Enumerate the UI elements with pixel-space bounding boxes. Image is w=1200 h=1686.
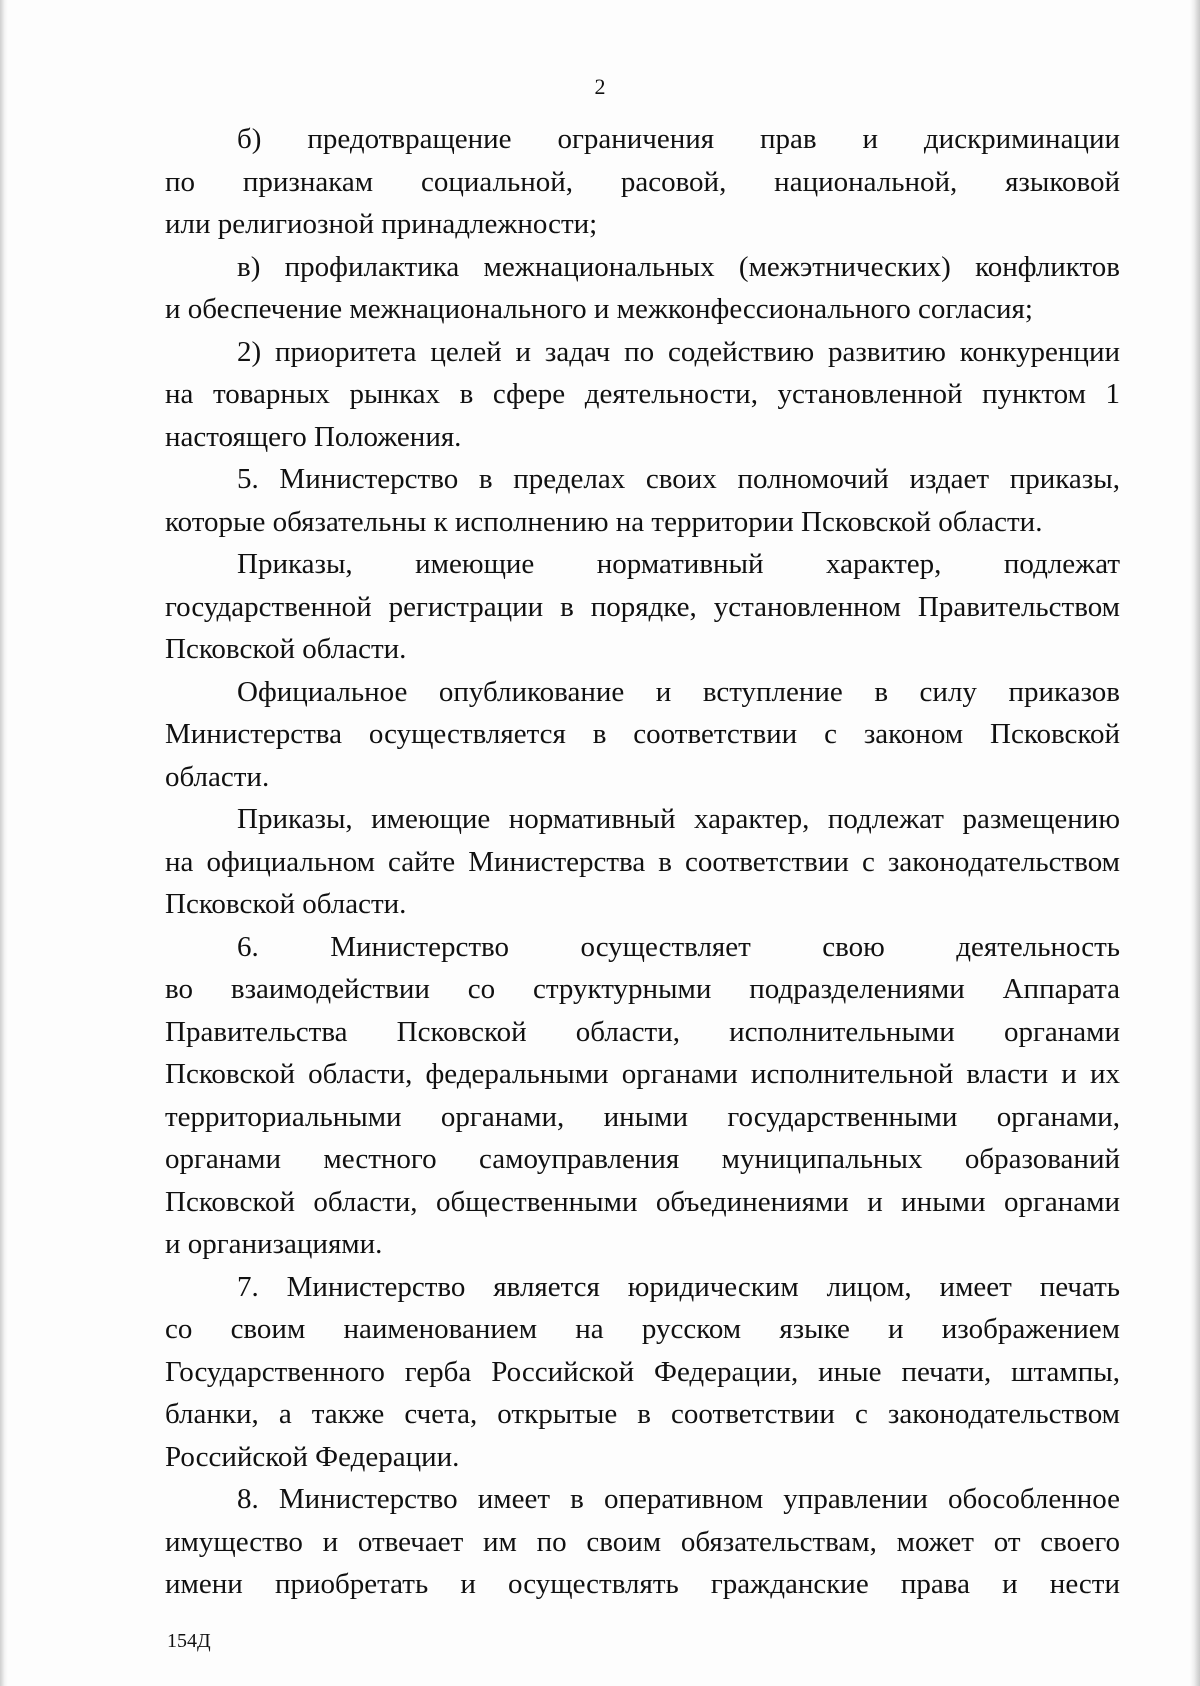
- page-number: 2: [594, 74, 606, 99]
- scan-edge-right: [1190, 0, 1200, 1686]
- text-line: Псковской области.: [165, 633, 407, 665]
- paragraph-v: [165, 246, 1120, 331]
- paragraph-6: [165, 926, 1120, 1266]
- paragraph-7: [165, 1266, 1120, 1479]
- text-line: 5. Министерство в пределах своих полномочий издает приказы,: [237, 463, 1120, 495]
- text-line: Государственного герба Российской Федерации, иные печати, штампы,: [165, 1355, 1120, 1388]
- paragraph-registration: [165, 543, 1120, 671]
- text-line: на товарных рынках в сфере деятельности, установленной пунктом 1: [165, 378, 1120, 410]
- text-line: или религиозной принадлежности;: [165, 208, 598, 240]
- text-line: во взаимодействии со структурными подразделениями Аппарата: [165, 973, 1120, 1005]
- text-line: и обеспечение межнационального и межконфессионального согласия;: [165, 293, 1033, 325]
- text-line: которые обязательны к исполнению на территории Псковской области.: [165, 505, 1043, 538]
- text-line: Псковской области, общественными объединениями и иными органами: [165, 1185, 1120, 1218]
- text-line: в) профилактика межнациональных (межэтнических) конфликтов: [237, 250, 1120, 283]
- text-line: Официальное опубликование и вступление в силу приказов: [237, 675, 1120, 708]
- text-line: со своим наименованием на русском языке и изображением: [165, 1313, 1120, 1345]
- text-line: Российской Федерации.: [165, 1440, 460, 1473]
- text-line: области.: [165, 760, 270, 793]
- text-line: по признакам социальной, расовой, национальной, языковой: [165, 165, 1120, 198]
- paragraph-b: [165, 118, 1120, 246]
- document-body: [165, 118, 1120, 1606]
- text-line: настоящего Положения.: [165, 420, 462, 453]
- paragraph-publication: [165, 671, 1120, 799]
- text-line: имени приобретать и осуществлять гражданские права и нести: [165, 1568, 1120, 1600]
- scan-edge-left: [0, 0, 8, 1686]
- text-line: Приказы, имеющие нормативный характер, подлежат размещению: [237, 803, 1120, 835]
- text-line: Псковской области.: [165, 888, 407, 920]
- text-line: территориальными органами, иными государственными органами,: [165, 1100, 1120, 1133]
- text-line: имущество и отвечает им по своим обязательствам, может от своего: [165, 1525, 1120, 1558]
- text-line: 6. Министерство осуществляет свою деятельность: [237, 930, 1120, 963]
- text-line: 8. Министерство имеет в оперативном управлении обособленное: [237, 1483, 1120, 1515]
- paragraph-website: [165, 798, 1120, 926]
- text-line: Правительства Псковской области, исполнительными органами: [165, 1015, 1120, 1048]
- text-line: 7. Министерство является юридическим лицом, имеет печать: [237, 1270, 1120, 1303]
- text-line: органами местного самоуправления муниципальных образований: [165, 1143, 1120, 1175]
- text-line: 2) приоритета целей и задач по содействию развитию конкуренции: [237, 335, 1120, 368]
- text-line: государственной регистрации в порядке, установленном Правительством: [165, 590, 1120, 623]
- paragraph-5: [165, 458, 1120, 543]
- text-line: Приказы, имеющие нормативный характер, подлежат: [237, 548, 1120, 580]
- paragraph-2: [165, 331, 1120, 459]
- text-line: Министерства осуществляется в соответствии с законом Псковской: [165, 718, 1120, 750]
- paragraph-8: [165, 1478, 1120, 1606]
- text-line: б) предотвращение ограничения прав и дискриминации: [237, 123, 1120, 155]
- text-line: Псковской области, федеральными органами исполнительной власти и их: [165, 1058, 1120, 1090]
- document-code: 154Д: [167, 1630, 211, 1652]
- text-line: на официальном сайте Министерства в соответствии с законодательством: [165, 845, 1120, 878]
- text-line: бланки, а также счета, открытые в соответствии с законодательством: [165, 1398, 1120, 1430]
- text-line: и организациями.: [165, 1228, 383, 1260]
